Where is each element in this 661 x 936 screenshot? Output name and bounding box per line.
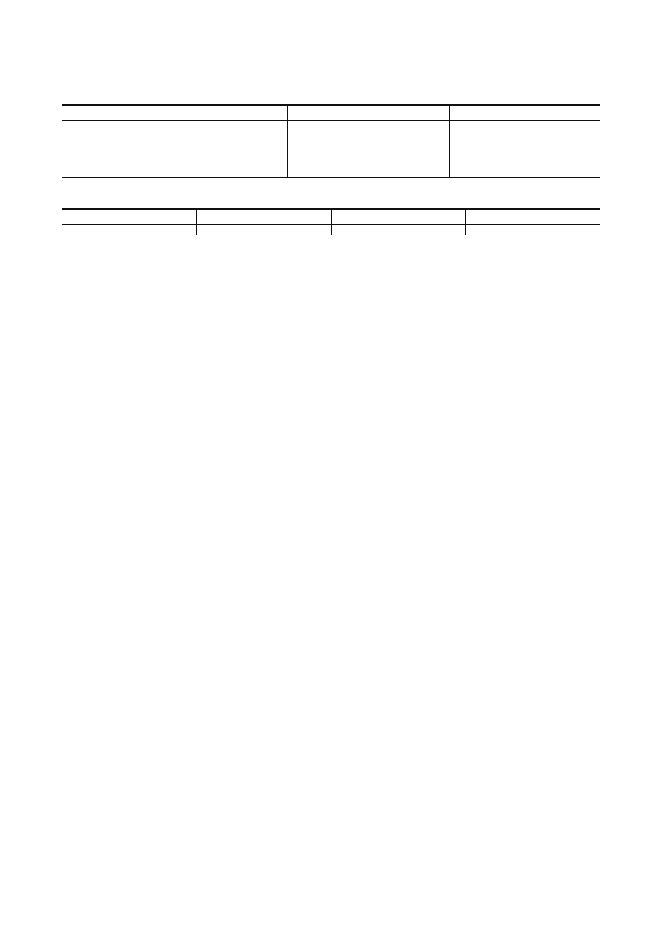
table2 bbox=[62, 208, 600, 235]
table2-header-2 bbox=[197, 209, 332, 225]
table-row bbox=[62, 225, 600, 236]
table1-radii bbox=[449, 121, 600, 178]
page-content bbox=[62, 96, 600, 235]
table2-header-3 bbox=[331, 209, 466, 225]
table2-header-1 bbox=[62, 209, 197, 225]
table1-header-ratio bbox=[62, 105, 288, 121]
table1 bbox=[62, 104, 600, 178]
table1-diameters bbox=[288, 121, 449, 178]
table1-header-radius bbox=[449, 105, 600, 121]
table-row bbox=[62, 121, 600, 178]
table1-header-diameter bbox=[288, 105, 449, 121]
table2-header-4 bbox=[466, 209, 601, 225]
